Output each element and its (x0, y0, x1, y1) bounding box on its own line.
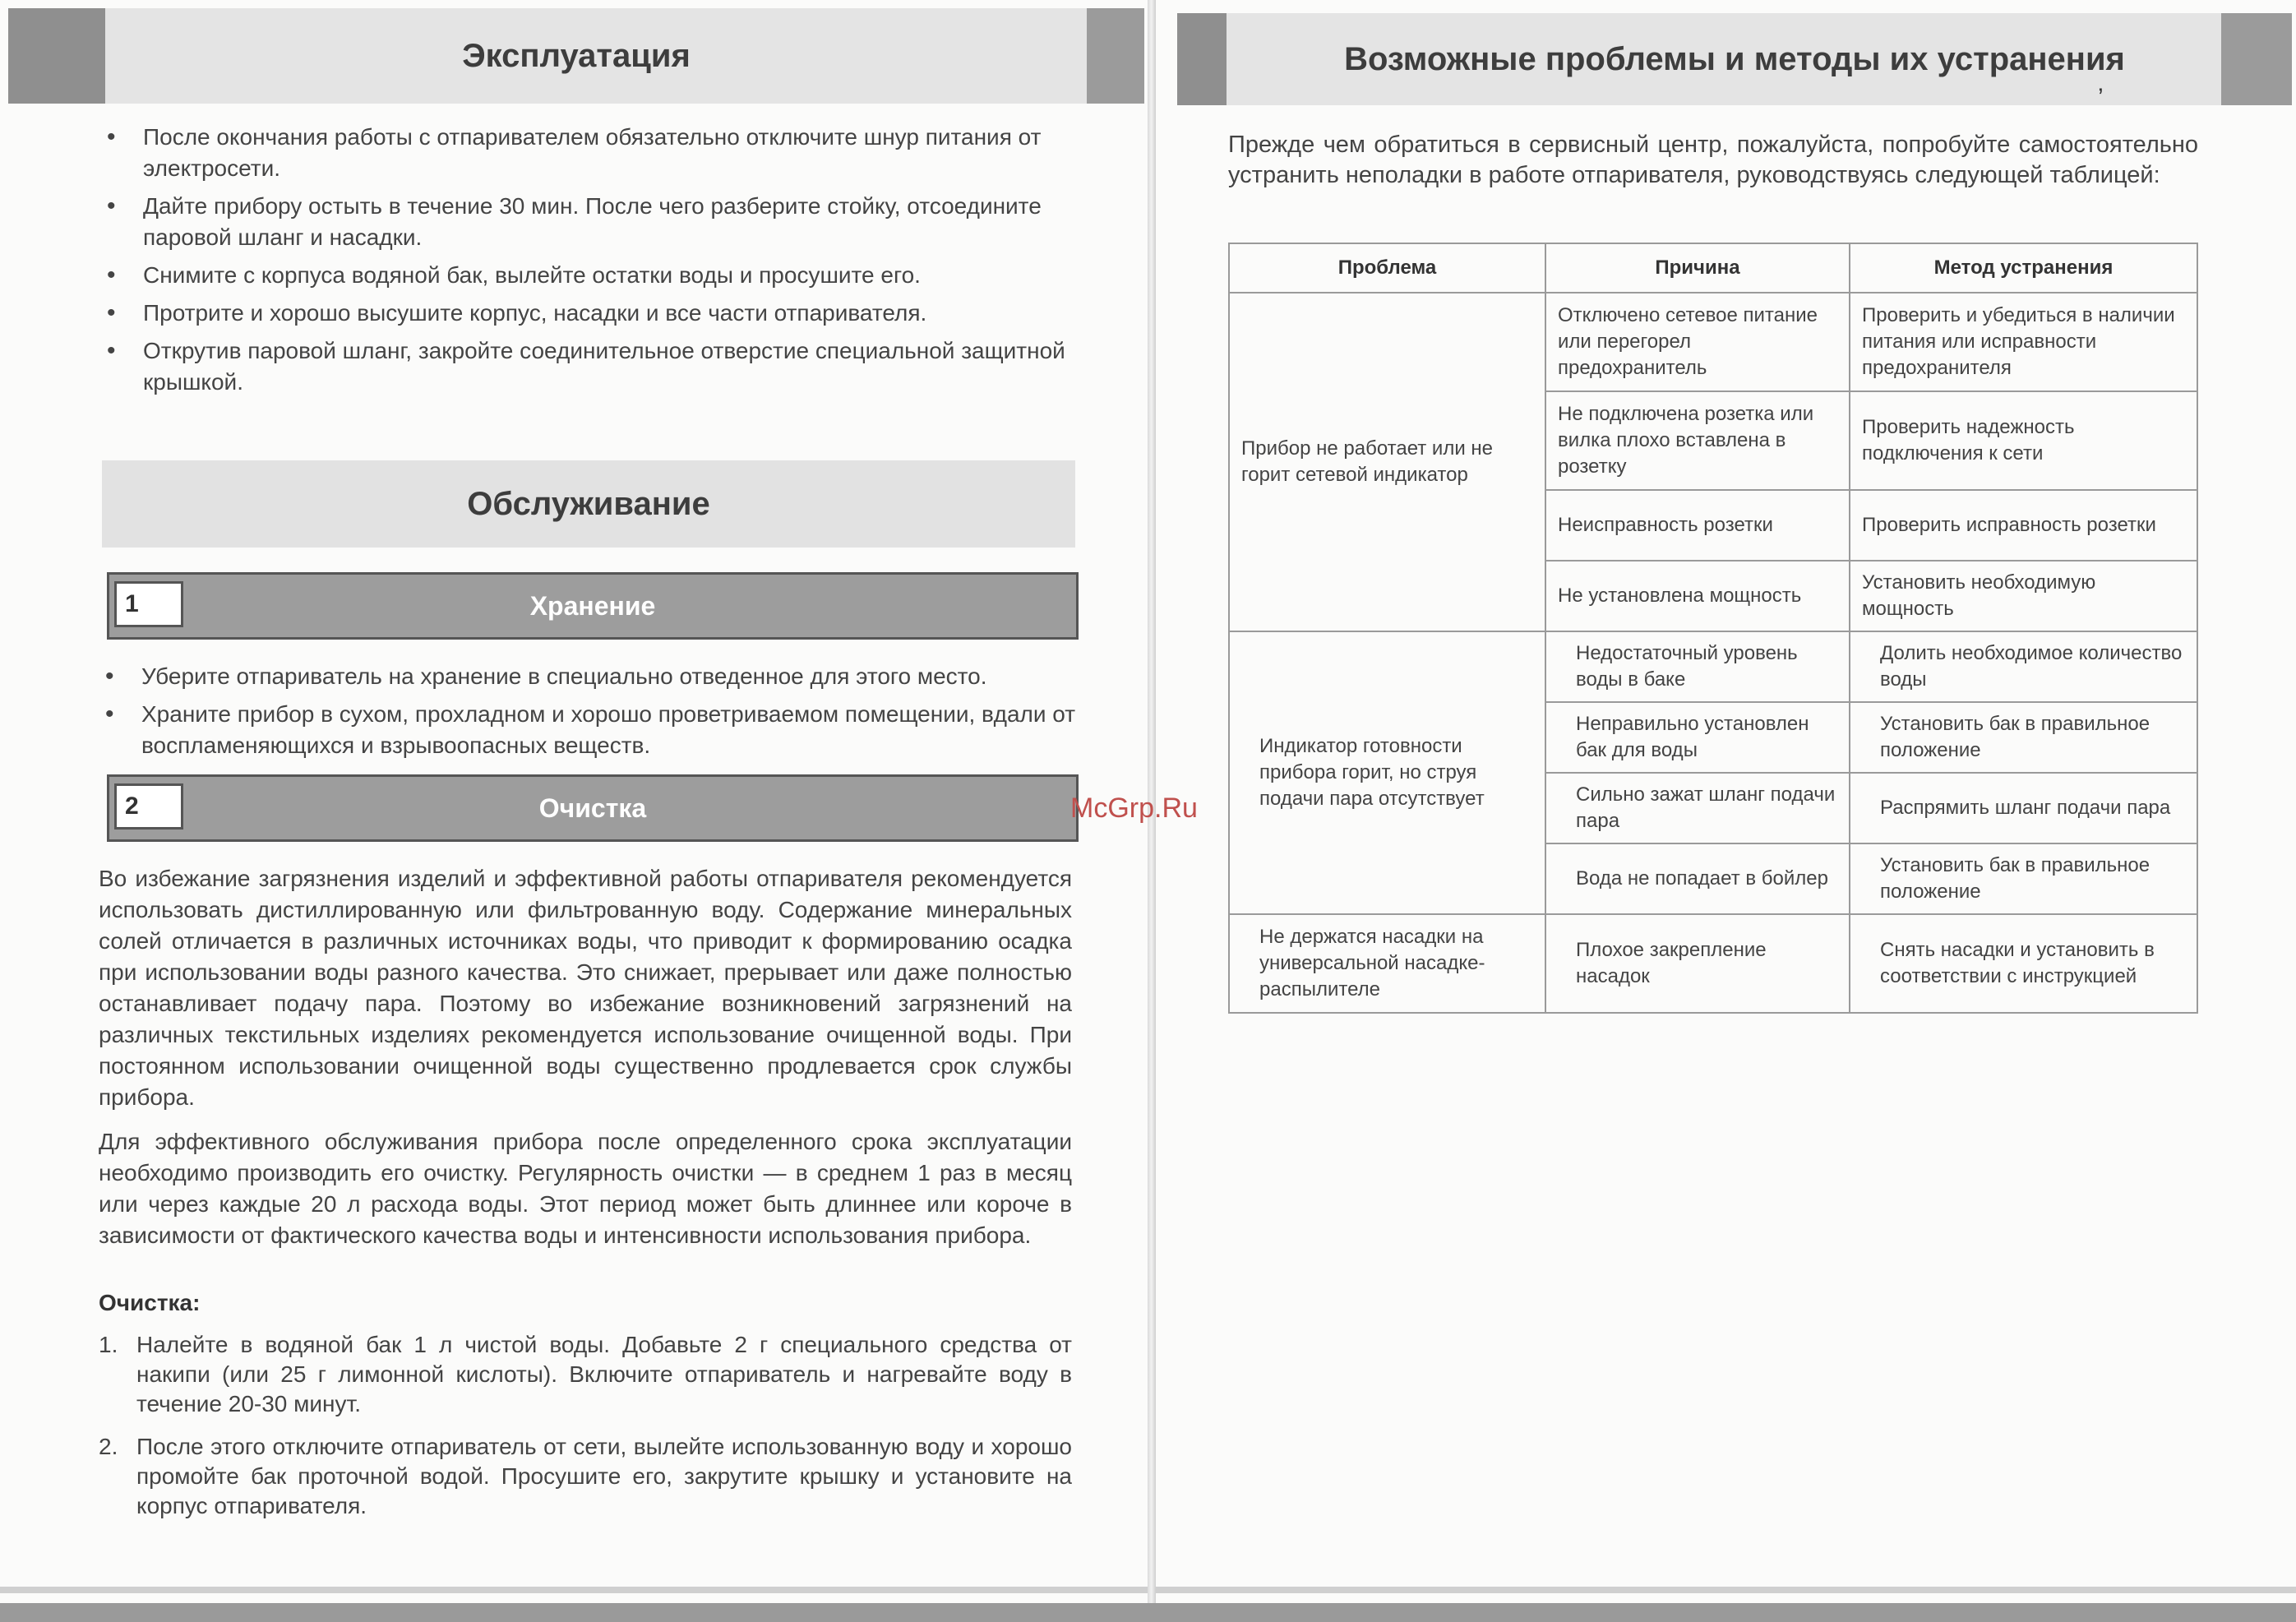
cause-cell: Неисправность розетки (1545, 490, 1850, 561)
problem-cell: Индикатор готовности прибора горит, но струя подачи пара отсутствует (1229, 631, 1545, 914)
list-item (99, 1432, 1072, 1521)
cause-cell: Недостаточный уровень воды в баке (1545, 631, 1850, 702)
print-mark: ’ (2098, 84, 2104, 111)
list-item: • Открутив паровой шланг, закройте соединительное отверстие специальной защитной крышкой. (102, 335, 1077, 398)
cleaning-paragraph-1: Во избежание загрязнения изделий и эффективной работы отпаривателя рекомендуется использовать дистиллированную или фильтрованную воду. Содержание минеральных солей отличается в различных источниках воды, что приводит к формированию осадка при использовании воды разного качества. Это снижает, прерывает или даже полностью останавливает подачу пара. Поэтому во избежание возникновений загрязнений на различных текстильных изделиях рекомендуется использование очищенной воды. При постоянном использовании очищенной воды существенно продлевается срок службы прибора. (99, 866, 1072, 1110)
storage-number: 1 (114, 581, 183, 627)
table-row (1229, 293, 2197, 391)
fix-cell: Распрямить шланг подачи пара (1850, 773, 2197, 843)
fix-cell: Проверить надежность подключения к сети (1850, 391, 2197, 490)
cause-cell: Сильно зажат шланг подачи пара (1545, 773, 1850, 843)
cause-cell: Отключено сетевое питание или перегорел предохранитель (1545, 293, 1850, 391)
cleaning-paragraph-2: Для эффективного обслуживания прибора после определенного срока эксплуатации необходимо производить его очистку. Регулярность очистки — в среднем 1 раз в месяц или через каждые 20 л расхода воды. Этот период может быть длиннее или короче в зависимости от фактического качества воды и интенсивности использования прибора. (99, 1129, 1072, 1248)
watermark: McGrp.Ru (1070, 793, 1198, 824)
problem-cell: Не держатся насадки на универсальной насадке-распылителе (1229, 914, 1545, 1013)
storage-section-bar (107, 572, 1079, 640)
list-item: • Уберите отпариватель на хранение в специально отведенное для этого место. (100, 661, 1077, 692)
list-item: • Протрите и хорошо высушите корпус, насадки и все части отпаривателя. (102, 298, 1077, 329)
list-item: • Храните прибор в сухом, прохладном и хорошо проветриваемом помещении, вдали от воспламеняющихся и взрывоопасных веществ. (100, 699, 1077, 761)
fix-cell: Установить бак в правильное положение (1850, 702, 2197, 773)
column-header-problem: Проблема (1229, 243, 1545, 293)
cleaning-number: 2 (114, 783, 183, 829)
cause-cell: Не подключена розетка или вилка плохо вставлена в розетку (1545, 391, 1850, 490)
heading-troubleshooting: Возможные проблемы и методы их устранения (1177, 13, 2292, 105)
cleaning-title: Очистка (538, 793, 647, 823)
column-header-fix: Метод устранения (1850, 243, 2197, 293)
fix-cell: Установить необходимую мощность (1850, 561, 2197, 631)
fix-cell: Снять насадки и установить в соответствии с инструкцией (1850, 914, 2197, 1013)
cause-cell: Плохое закрепление насадок (1545, 914, 1850, 1013)
column-header-cause: Причина (1545, 243, 1850, 293)
problem-cell: Прибор не работает или не горит сетевой индикатор (1229, 293, 1545, 631)
fix-cell: Проверить исправность розетки (1850, 490, 2197, 561)
operation-list (102, 122, 1077, 404)
cleaning-steps-label: Очистка: (99, 1290, 201, 1315)
step-number: 2. (99, 1434, 118, 1459)
table-header-row (1229, 243, 2197, 293)
cause-cell: Неправильно установлен бак для воды (1545, 702, 1850, 773)
step-number: 1. (99, 1332, 118, 1357)
fix-cell: Проверить и убедиться в наличии питания или исправности предохранителя (1850, 293, 2197, 391)
step-text: После этого отключите отпариватель от сети, вылейте использованную воду и хорошо промойте бак проточной водой. Просушите его, закрутите крышку и установите на корпус отпаривателя. (136, 1434, 1072, 1518)
bottom-rule-left (0, 1587, 1148, 1593)
list-item: • Дайте прибору остыть в течение 30 мин. После чего разберите стойку, отсоедините паровой шланг и насадки. (102, 191, 1077, 253)
bottom-rule-right (1156, 1587, 2296, 1593)
storage-list (100, 661, 1077, 768)
list-item: • После окончания работы с отпаривателем обязательно отключите шнур питания от электросети. (102, 122, 1077, 184)
step-text: Налейте в водяной бак 1 л чистой воды. Добавьте 2 г специального средства от накипи (или 25 г лимонной кислоты). Включите отпариватель и нагревайте воду в течение 20-30 минут. (136, 1332, 1072, 1416)
storage-title: Хранение (529, 591, 656, 621)
intro-paragraph: Прежде чем обратиться в сервисный центр, пожалуйста, попробуйте самостоятельно устранить неполадки в работе отпаривателя, руководствуясь следующей таблицей: (1228, 132, 2198, 188)
troubleshooting-table (1228, 243, 2198, 1014)
cause-cell: Не установлена мощность (1545, 561, 1850, 631)
cause-cell: Вода не попадает в бойлер (1545, 843, 1850, 914)
heading-operation: Эксплуатация (8, 8, 1144, 104)
cleaning-section-bar (107, 774, 1079, 842)
table-row (1229, 914, 2197, 1013)
fix-cell: Долить необходимое количество воды (1850, 631, 2197, 702)
list-item: • Снимите с корпуса водяной бак, вылейте остатки воды и просушите его. (102, 260, 1077, 291)
table-row (1229, 631, 2197, 702)
cleaning-steps (99, 1330, 1072, 1534)
bottom-band (0, 1603, 2296, 1622)
heading-service: Обслуживание (102, 460, 1075, 548)
list-item (99, 1330, 1072, 1419)
fix-cell: Установить бак в правильное положение (1850, 843, 2197, 914)
